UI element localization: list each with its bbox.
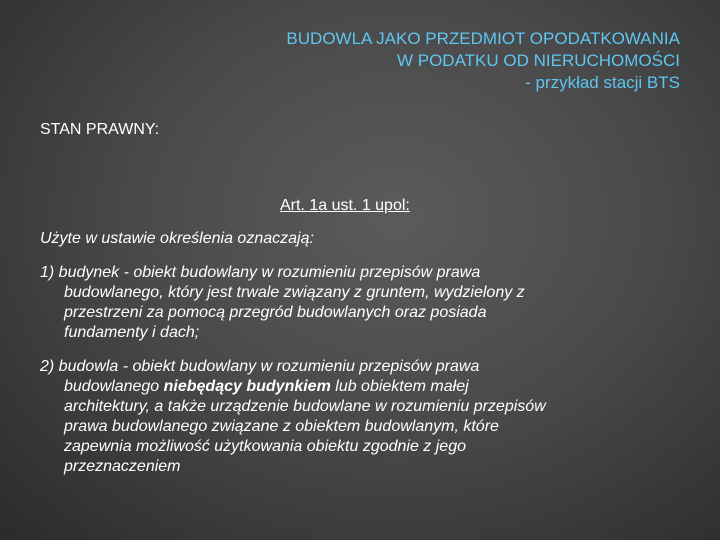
slide-title <box>80 28 680 94</box>
definition-structure-line-2-pre: budowlanego <box>64 378 164 395</box>
definition-structure-line-2-post: lub obiektem małej <box>330 378 469 395</box>
definition-building-line-1: 1) budynek - obiekt budowlany w rozumieniu przepisów prawa <box>40 264 481 281</box>
definition-structure-line-3: architektury, a także urządzenie budowlane w rozumieniu przepisów <box>64 398 546 415</box>
definition-structure-line-4: prawa budowlanego związane z obiektem budowlanym, które <box>64 418 499 435</box>
definition-building-line-3: przestrzeni za pomocą przegród budowlanych oraz posiada <box>64 304 487 321</box>
title-line-3: - przykład stacji BTS <box>525 73 680 92</box>
definition-structure-line-1: 2) budowla - obiekt budowlany w rozumieniu przepisów prawa <box>40 358 480 375</box>
legal-status-heading: STAN PRAWNY: <box>40 121 160 138</box>
title-line-1: BUDOWLA JAKO PRZEDMIOT OPODATKOWANIA <box>286 29 680 48</box>
not-a-building-emphasis: niebędący budynkiem <box>163 378 331 395</box>
definitions-intro: Użyte w ustawie określenia oznaczają: <box>40 230 314 247</box>
title-line-2: W PODATKU OD NIERUCHOMOŚCI <box>396 51 680 70</box>
definition-building-line-4: fundamenty i dach; <box>64 324 200 341</box>
article-reference: Art. 1a ust. 1 upol: <box>280 197 410 214</box>
definition-structure-line-2 <box>40 377 690 397</box>
definition-structure-line-6: przeznaczeniem <box>64 458 181 475</box>
definition-structure <box>40 357 690 477</box>
definition-building <box>40 263 690 343</box>
definition-building-line-2: budowlanego, który jest trwale związany z gruntem, wydzielony z <box>64 284 525 301</box>
definition-structure-line-5: zapewnia możliwość użytkowania obiektu zgodnie z jego <box>64 438 466 455</box>
slide-body <box>40 120 690 491</box>
